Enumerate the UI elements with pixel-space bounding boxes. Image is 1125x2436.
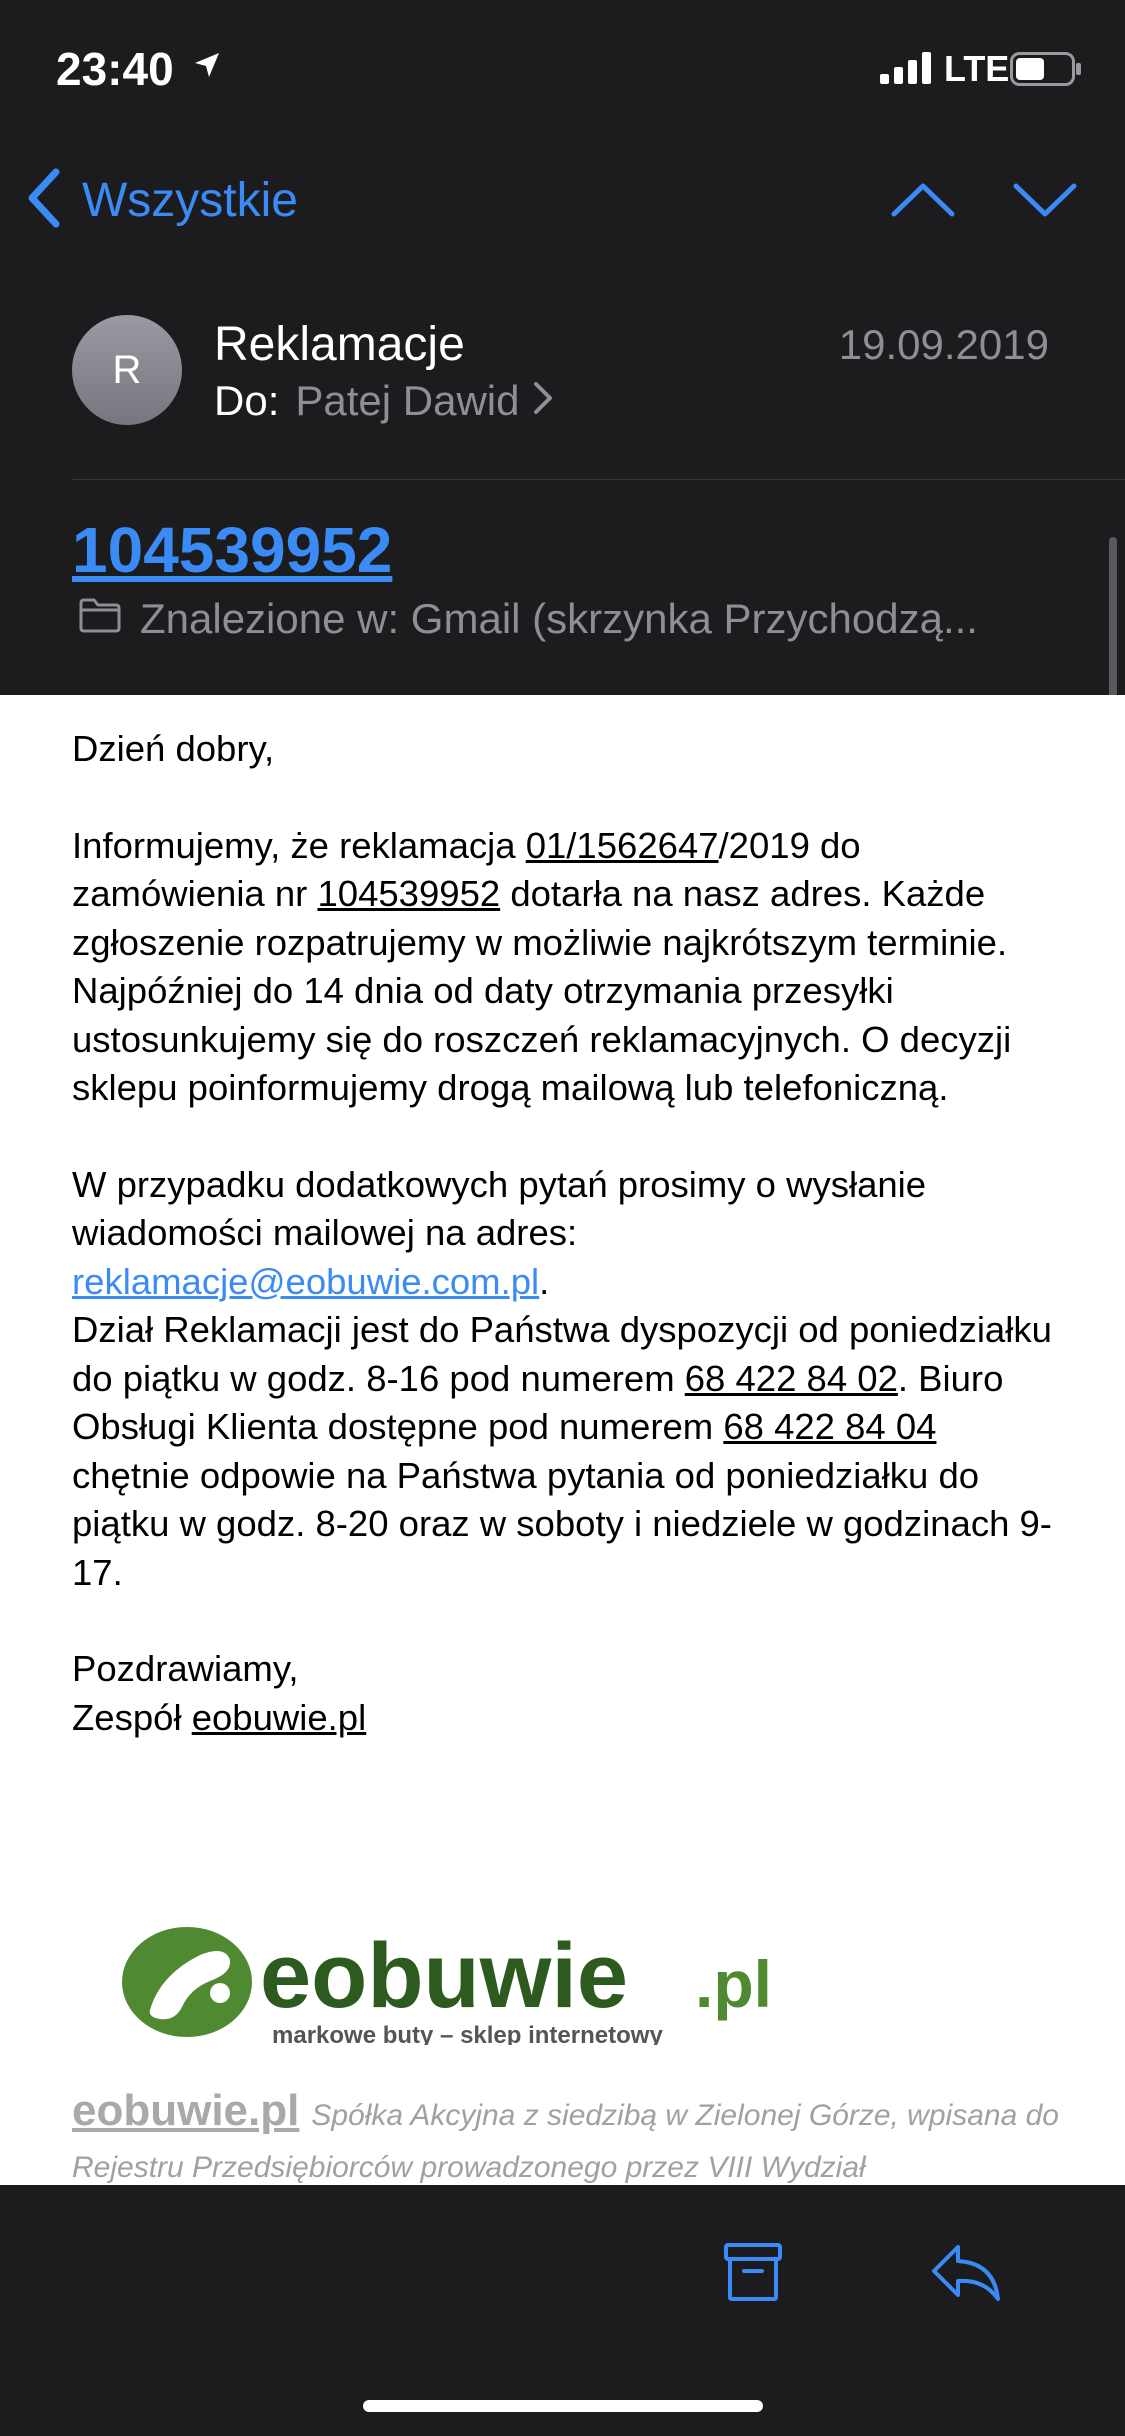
- order-number-link[interactable]: 104539952: [317, 873, 501, 914]
- footer-text: Spółka Akcyjna z siedzibą w Zielonej Górze, wpisana do Rejestru Przedsiębiorców prowadzonego przez VIII Wydział: [72, 2099, 1059, 2184]
- message-header: [0, 265, 1125, 695]
- divider: [72, 479, 1125, 480]
- sender-name[interactable]: Reklamacje: [214, 318, 465, 371]
- home-indicator[interactable]: [363, 2400, 763, 2412]
- battery-icon: [1010, 52, 1082, 91]
- complaint-number-link[interactable]: 01/1562647: [525, 824, 719, 866]
- paragraph-2: W przypadku dodatkowych pytań prosimy o wysłanie wiadomości mailowej na adres: reklamacje@eobuwie.com.pl. Dział Reklamacji jest do Państwa dyspozycji od poniedziałku do piątku w godz. 8-16 pod numerem 68 422 84 02. Biuro Obsługi Klienta dostępne pod numerem 68 422 84 04 chętnie odpowie na Państwa pytania od poniedziałku do piątku w godz. 8-20 oraz w soboty i niedziele w godzinach 9-17.: [72, 1163, 1052, 1593]
- avatar[interactable]: [72, 315, 182, 425]
- nav-bar: [0, 140, 1125, 266]
- logo-tagline: markowe buty – sklep internetowy: [272, 2022, 663, 2045]
- to-label: Do:: [214, 377, 280, 424]
- recipient-name: Patej Dawid: [295, 377, 520, 424]
- signature: Pozdrawiamy, Zespół eobuwie.pl: [72, 1648, 367, 1738]
- network-type: LTE: [944, 48, 1010, 89]
- paragraph-1: Informujemy, że reklamacja 01/1562647/2019 do zamówienia nr 104539952 dotarła na nasz adres. Każde zgłoszenie rozpatrujemy w możliwie najkrótszym terminie. Najpóźniej do 14 dnia od daty otrzymania przesyłki ustosunkujemy się do roszczeń reklamacyjnych. O decyzji sklepu poinformujemy drogą mailową lub telefoniczną.: [72, 824, 1012, 1108]
- previous-message-button[interactable]: [888, 170, 958, 235]
- recipient-row[interactable]: [214, 377, 553, 425]
- status-bar: [0, 0, 1125, 140]
- back-label: Wszystkie: [82, 173, 298, 227]
- archive-button[interactable]: [720, 2239, 786, 2310]
- folder-label: Znalezione w: Gmail (skrzynka Przychodzą...: [140, 595, 978, 642]
- signal-icon: [880, 52, 936, 89]
- next-message-button[interactable]: [1010, 170, 1080, 235]
- message-date: 19.09.2019: [838, 321, 1049, 368]
- subject-link[interactable]: 104539952: [72, 514, 393, 586]
- logo-suffix: .pl: [695, 1947, 772, 2021]
- back-button[interactable]: [24, 168, 298, 232]
- location-arrow-icon: [192, 50, 222, 85]
- chevron-left-icon: [24, 166, 64, 235]
- message-body: [0, 695, 1125, 2185]
- website-link[interactable]: eobuwie.pl: [191, 1696, 367, 1738]
- footer-brand-link[interactable]: eobuwie.pl: [72, 2086, 300, 2135]
- bottom-toolbar: [0, 2185, 1125, 2436]
- legal-footer: [72, 2085, 1072, 2185]
- chevron-down-icon: [1010, 170, 1080, 230]
- folder-row[interactable]: [78, 595, 978, 643]
- logo-name: eobuwie: [260, 1925, 629, 2027]
- chevron-up-icon: [888, 170, 958, 230]
- chevron-right-icon: [533, 377, 553, 425]
- greeting: Dzień dobry,: [72, 728, 275, 769]
- archive-icon: [720, 2239, 786, 2305]
- reply-button[interactable]: [928, 2239, 1004, 2310]
- reply-icon: [928, 2239, 1004, 2305]
- phone-link-2[interactable]: 68 422 84 04: [723, 1406, 937, 1447]
- status-time: 23:40: [56, 43, 174, 95]
- eobuwie-logo[interactable]: [120, 1915, 820, 2050]
- email-link[interactable]: reklamacje@eobuwie.com.pl: [72, 1260, 540, 1302]
- folder-icon: [78, 595, 122, 643]
- avatar-initial: R: [112, 347, 142, 392]
- phone-link-1[interactable]: 68 422 84 02: [684, 1357, 898, 1399]
